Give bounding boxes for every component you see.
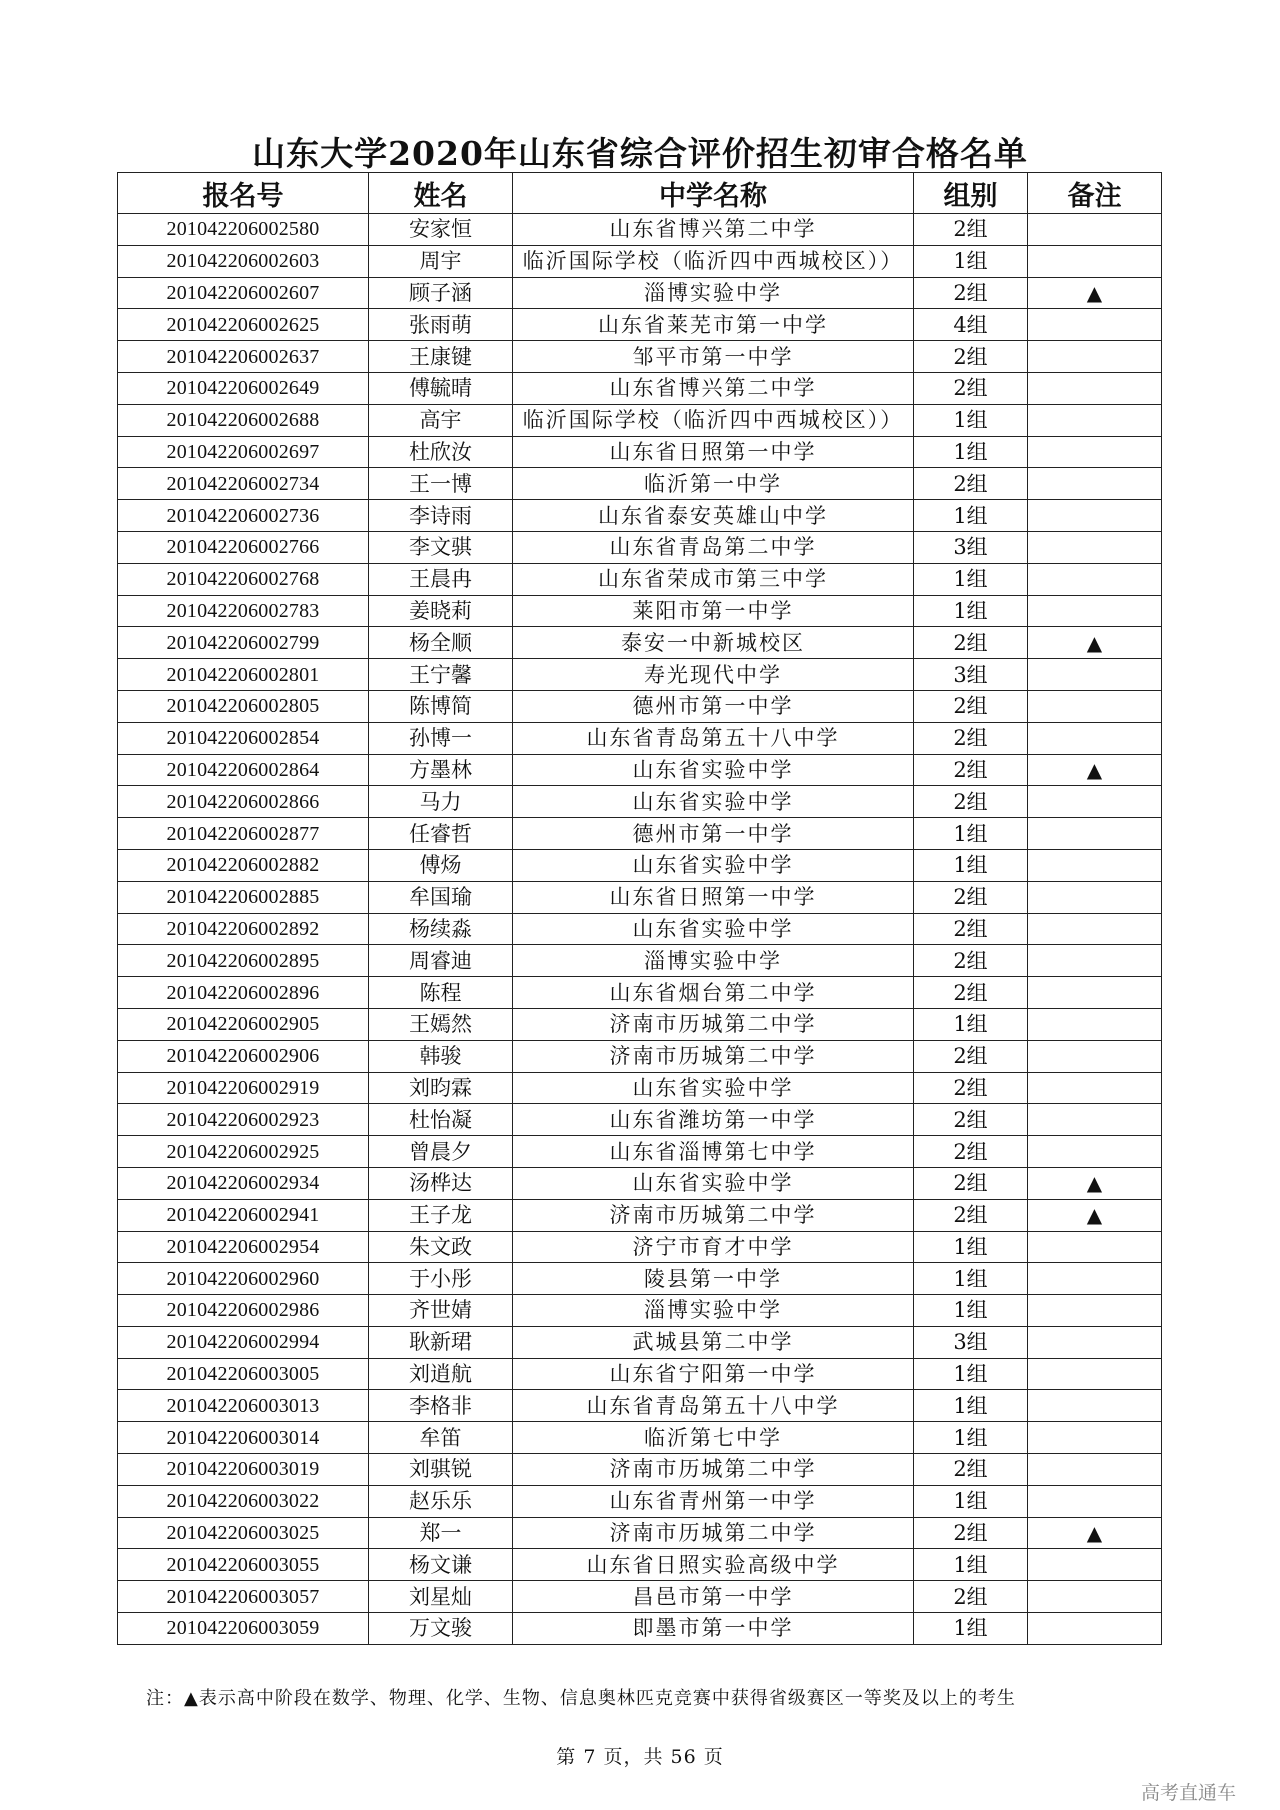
table-row <box>118 595 1162 627</box>
group-cell: 2组 <box>914 1454 1028 1486</box>
student-name-cell: 王一博 <box>369 468 513 500</box>
student-name-cell: 傅毓晴 <box>369 372 513 404</box>
student-name-cell: 王康键 <box>369 341 513 373</box>
school-name-cell: 泰安一中新城校区 <box>513 627 914 659</box>
registration-number-cell: 201042206003019 <box>118 1454 369 1486</box>
remark-cell <box>1028 309 1162 341</box>
table-row <box>118 1390 1162 1422</box>
table-row <box>118 690 1162 722</box>
student-name-cell: 任睿哲 <box>369 818 513 850</box>
group-cell: 2组 <box>914 1199 1028 1231</box>
registration-number-cell: 201042206002896 <box>118 977 369 1009</box>
school-name-cell: 山东省青岛第二中学 <box>513 531 914 563</box>
remark-cell <box>1028 1549 1162 1581</box>
school-name-cell: 山东省实验中学 <box>513 1072 914 1104</box>
table-row <box>118 309 1162 341</box>
school-name-cell: 临沂国际学校（临沂四中西城校区）） <box>513 404 914 436</box>
registration-number-cell: 201042206002877 <box>118 818 369 850</box>
table-row <box>118 1167 1162 1199</box>
group-cell: 2组 <box>914 1517 1028 1549</box>
group-cell: 1组 <box>914 404 1028 436</box>
group-cell: 2组 <box>914 690 1028 722</box>
registration-number-cell: 201042206002854 <box>118 722 369 754</box>
remark-cell <box>1028 595 1162 627</box>
remark-cell: ▲ <box>1028 627 1162 659</box>
remark-cell <box>1028 1040 1162 1072</box>
school-name-cell: 山东省荣成市第三中学 <box>513 563 914 595</box>
remark-cell <box>1028 404 1162 436</box>
school-name-cell: 昌邑市第一中学 <box>513 1581 914 1613</box>
remark-cell: ▲ <box>1028 754 1162 786</box>
group-cell: 2组 <box>914 372 1028 404</box>
registration-number-cell: 201042206002734 <box>118 468 369 500</box>
school-name-cell: 德州市第一中学 <box>513 690 914 722</box>
registration-number-cell: 201042206002923 <box>118 1104 369 1136</box>
group-cell: 3组 <box>914 1326 1028 1358</box>
registration-number-cell: 201042206002799 <box>118 627 369 659</box>
student-name-cell: 陈博简 <box>369 690 513 722</box>
registration-number-cell: 201042206002866 <box>118 786 369 818</box>
group-cell: 3组 <box>914 659 1028 691</box>
student-name-cell: 王子龙 <box>369 1199 513 1231</box>
remark-cell: ▲ <box>1028 1167 1162 1199</box>
table-row <box>118 1008 1162 1040</box>
registration-number-cell: 201042206002649 <box>118 372 369 404</box>
student-name-cell: 刘逍航 <box>369 1358 513 1390</box>
table-row <box>118 977 1162 1009</box>
student-name-cell: 姜晓莉 <box>369 595 513 627</box>
student-name-cell: 杜怡凝 <box>369 1104 513 1136</box>
remark-cell <box>1028 1104 1162 1136</box>
student-name-cell: 李诗雨 <box>369 500 513 532</box>
student-name-cell: 韩骏 <box>369 1040 513 1072</box>
school-name-cell: 山东省莱芜市第一中学 <box>513 309 914 341</box>
student-name-cell: 安家恒 <box>369 214 513 246</box>
registration-number-cell: 201042206002805 <box>118 690 369 722</box>
remark-cell <box>1028 849 1162 881</box>
remark-cell <box>1028 1008 1162 1040</box>
remark-cell <box>1028 1613 1162 1645</box>
table-row <box>118 1485 1162 1517</box>
remark-cell <box>1028 1263 1162 1295</box>
registration-number-cell: 201042206003057 <box>118 1581 369 1613</box>
student-name-cell: 张雨萌 <box>369 309 513 341</box>
student-name-cell: 周宇 <box>369 245 513 277</box>
registration-number-cell: 201042206002906 <box>118 1040 369 1072</box>
group-cell: 2组 <box>914 722 1028 754</box>
header-group: 组别 <box>914 173 1028 214</box>
table-row <box>118 1358 1162 1390</box>
registration-number-cell: 201042206002801 <box>118 659 369 691</box>
school-name-cell: 山东省青州第一中学 <box>513 1485 914 1517</box>
table-row <box>118 341 1162 373</box>
table-row <box>118 1072 1162 1104</box>
group-cell: 2组 <box>914 1167 1028 1199</box>
group-cell: 1组 <box>914 849 1028 881</box>
table-row <box>118 1517 1162 1549</box>
student-name-cell: 方墨林 <box>369 754 513 786</box>
table-row <box>118 372 1162 404</box>
watermark: 高考直通车 <box>1141 1782 1237 1804</box>
remark-cell <box>1028 1454 1162 1486</box>
school-name-cell: 山东省实验中学 <box>513 849 914 881</box>
remark-cell: ▲ <box>1028 1199 1162 1231</box>
group-cell: 1组 <box>914 1485 1028 1517</box>
group-cell: 2组 <box>914 1040 1028 1072</box>
registration-number-cell: 201042206002697 <box>118 436 369 468</box>
remark-cell <box>1028 881 1162 913</box>
table-row <box>118 468 1162 500</box>
remark-cell <box>1028 531 1162 563</box>
registration-number-cell: 201042206002941 <box>118 1199 369 1231</box>
school-name-cell: 山东省实验中学 <box>513 754 914 786</box>
group-cell: 4组 <box>914 309 1028 341</box>
school-name-cell: 山东省博兴第二中学 <box>513 214 914 246</box>
registration-number-cell: 201042206002766 <box>118 531 369 563</box>
registration-number-cell: 201042206002580 <box>118 214 369 246</box>
registration-number-cell: 201042206002607 <box>118 277 369 309</box>
table-row <box>118 945 1162 977</box>
remark-cell <box>1028 436 1162 468</box>
group-cell: 2组 <box>914 786 1028 818</box>
group-cell: 1组 <box>914 1008 1028 1040</box>
school-name-cell: 淄博实验中学 <box>513 945 914 977</box>
group-cell: 1组 <box>914 1231 1028 1263</box>
table-row <box>118 214 1162 246</box>
school-name-cell: 临沂第一中学 <box>513 468 914 500</box>
group-cell: 2组 <box>914 627 1028 659</box>
table-row <box>118 1199 1162 1231</box>
remark-cell <box>1028 1326 1162 1358</box>
student-name-cell: 汤桦达 <box>369 1167 513 1199</box>
header-remark: 备注 <box>1028 173 1162 214</box>
student-name-cell: 曾晨夕 <box>369 1136 513 1168</box>
group-cell: 2组 <box>914 214 1028 246</box>
remark-cell <box>1028 500 1162 532</box>
registration-number-cell: 201042206002994 <box>118 1326 369 1358</box>
remark-cell <box>1028 659 1162 691</box>
school-name-cell: 临沂第七中学 <box>513 1422 914 1454</box>
group-cell: 1组 <box>914 1263 1028 1295</box>
registration-number-cell: 201042206003055 <box>118 1549 369 1581</box>
remark-cell <box>1028 913 1162 945</box>
student-name-cell: 顾子涵 <box>369 277 513 309</box>
table-header-row <box>118 173 1162 214</box>
student-name-cell: 刘昀霖 <box>369 1072 513 1104</box>
registration-number-cell: 201042206002954 <box>118 1231 369 1263</box>
table-row <box>118 818 1162 850</box>
school-name-cell: 莱阳市第一中学 <box>513 595 914 627</box>
remark-cell <box>1028 945 1162 977</box>
registration-number-cell: 201042206003025 <box>118 1517 369 1549</box>
registration-number-cell: 201042206003022 <box>118 1485 369 1517</box>
group-cell: 1组 <box>914 1390 1028 1422</box>
group-cell: 2组 <box>914 341 1028 373</box>
remark-cell <box>1028 1422 1162 1454</box>
table-row <box>118 913 1162 945</box>
footnote: 注：▲表示高中阶段在数学、物理、化学、生物、信息奥林匹克竞赛中获得省级赛区一等奖及以上的考生 <box>146 1688 1016 1709</box>
registration-number-cell: 201042206002736 <box>118 500 369 532</box>
registration-number-cell: 201042206002864 <box>118 754 369 786</box>
student-name-cell: 王嫣然 <box>369 1008 513 1040</box>
table-body <box>118 214 1162 1645</box>
table-row <box>118 722 1162 754</box>
school-name-cell: 济南市历城第二中学 <box>513 1454 914 1486</box>
table-row <box>118 1326 1162 1358</box>
student-name-cell: 周睿迪 <box>369 945 513 977</box>
school-name-cell: 济宁市育才中学 <box>513 1231 914 1263</box>
remark-cell <box>1028 563 1162 595</box>
student-name-cell: 杨续淼 <box>369 913 513 945</box>
remark-cell <box>1028 1072 1162 1104</box>
remark-cell <box>1028 245 1162 277</box>
registration-number-cell: 201042206002892 <box>118 913 369 945</box>
student-name-cell: 王宁馨 <box>369 659 513 691</box>
registration-number-cell: 201042206002688 <box>118 404 369 436</box>
remark-cell <box>1028 1390 1162 1422</box>
student-name-cell: 刘星灿 <box>369 1581 513 1613</box>
registration-number-cell: 201042206003014 <box>118 1422 369 1454</box>
registration-number-cell: 201042206002768 <box>118 563 369 595</box>
remark-cell: ▲ <box>1028 277 1162 309</box>
remark-cell <box>1028 977 1162 1009</box>
school-name-cell: 临沂国际学校（临沂四中西城校区）） <box>513 245 914 277</box>
school-name-cell: 淄博实验中学 <box>513 1295 914 1327</box>
registration-number-cell: 201042206002905 <box>118 1008 369 1040</box>
student-name-cell: 郑一 <box>369 1517 513 1549</box>
registration-number-cell: 201042206002895 <box>118 945 369 977</box>
school-name-cell: 山东省青岛第五十八中学 <box>513 1390 914 1422</box>
school-name-cell: 即墨市第一中学 <box>513 1613 914 1645</box>
group-cell: 2组 <box>914 977 1028 1009</box>
group-cell: 2组 <box>914 754 1028 786</box>
group-cell: 2组 <box>914 1104 1028 1136</box>
admission-list-table <box>117 172 1162 1645</box>
group-cell: 1组 <box>914 245 1028 277</box>
student-name-cell: 刘骐锐 <box>369 1454 513 1486</box>
table-row <box>118 1295 1162 1327</box>
school-name-cell: 山东省泰安英雄山中学 <box>513 500 914 532</box>
table-row <box>118 881 1162 913</box>
student-name-cell: 陈程 <box>369 977 513 1009</box>
group-cell: 1组 <box>914 595 1028 627</box>
student-name-cell: 于小彤 <box>369 1263 513 1295</box>
school-name-cell: 山东省淄博第七中学 <box>513 1136 914 1168</box>
remark-cell <box>1028 214 1162 246</box>
registration-number-cell: 201042206002783 <box>118 595 369 627</box>
remark-cell <box>1028 372 1162 404</box>
school-name-cell: 陵县第一中学 <box>513 1263 914 1295</box>
registration-number-cell: 201042206002986 <box>118 1295 369 1327</box>
header-registration-number: 报名号 <box>118 173 369 214</box>
student-name-cell: 孙博一 <box>369 722 513 754</box>
table-row <box>118 1549 1162 1581</box>
group-cell: 2组 <box>914 945 1028 977</box>
student-name-cell: 马力 <box>369 786 513 818</box>
table-row <box>118 404 1162 436</box>
remark-cell <box>1028 818 1162 850</box>
student-name-cell: 高宇 <box>369 404 513 436</box>
registration-number-cell: 201042206002925 <box>118 1136 369 1168</box>
school-name-cell: 山东省日照第一中学 <box>513 436 914 468</box>
group-cell: 2组 <box>914 277 1028 309</box>
student-name-cell: 杨全顺 <box>369 627 513 659</box>
school-name-cell: 德州市第一中学 <box>513 818 914 850</box>
registration-number-cell: 201042206002625 <box>118 309 369 341</box>
school-name-cell: 寿光现代中学 <box>513 659 914 691</box>
school-name-cell: 邹平市第一中学 <box>513 341 914 373</box>
school-name-cell: 济南市历城第二中学 <box>513 1008 914 1040</box>
registration-number-cell: 201042206002637 <box>118 341 369 373</box>
table-row <box>118 245 1162 277</box>
registration-number-cell: 201042206002603 <box>118 245 369 277</box>
school-name-cell: 山东省潍坊第一中学 <box>513 1104 914 1136</box>
student-name-cell: 杨文谦 <box>369 1549 513 1581</box>
remark-cell: ▲ <box>1028 1517 1162 1549</box>
group-cell: 1组 <box>914 436 1028 468</box>
group-cell: 2组 <box>914 913 1028 945</box>
group-cell: 3组 <box>914 531 1028 563</box>
page-number: 第 7 页，共 56 页 <box>556 1746 724 1768</box>
group-cell: 1组 <box>914 1422 1028 1454</box>
group-cell: 1组 <box>914 818 1028 850</box>
student-name-cell: 齐世婧 <box>369 1295 513 1327</box>
table-row <box>118 627 1162 659</box>
group-cell: 2组 <box>914 1072 1028 1104</box>
school-name-cell: 山东省实验中学 <box>513 913 914 945</box>
group-cell: 1组 <box>914 500 1028 532</box>
remark-cell <box>1028 690 1162 722</box>
group-cell: 2组 <box>914 881 1028 913</box>
school-name-cell: 山东省日照第一中学 <box>513 881 914 913</box>
student-name-cell: 李格非 <box>369 1390 513 1422</box>
school-name-cell: 山东省实验中学 <box>513 786 914 818</box>
table-row <box>118 1454 1162 1486</box>
table-row <box>118 849 1162 881</box>
school-name-cell: 山东省宁阳第一中学 <box>513 1358 914 1390</box>
school-name-cell: 武城县第二中学 <box>513 1326 914 1358</box>
school-name-cell: 济南市历城第二中学 <box>513 1040 914 1072</box>
registration-number-cell: 201042206002934 <box>118 1167 369 1199</box>
school-name-cell: 山东省日照实验高级中学 <box>513 1549 914 1581</box>
remark-cell <box>1028 341 1162 373</box>
registration-number-cell: 201042206002960 <box>118 1263 369 1295</box>
table-row <box>118 659 1162 691</box>
page-title: 山东大学2020年山东省综合评价招生初审合格名单 <box>252 134 1028 173</box>
student-name-cell: 傅炀 <box>369 849 513 881</box>
school-name-cell: 山东省实验中学 <box>513 1167 914 1199</box>
group-cell: 1组 <box>914 563 1028 595</box>
group-cell: 2组 <box>914 1581 1028 1613</box>
student-name-cell: 朱文政 <box>369 1231 513 1263</box>
remark-cell <box>1028 1485 1162 1517</box>
remark-cell <box>1028 1581 1162 1613</box>
student-name-cell: 牟笛 <box>369 1422 513 1454</box>
student-name-cell: 王晨冉 <box>369 563 513 595</box>
header-school-name: 中学名称 <box>513 173 914 214</box>
remark-cell <box>1028 1136 1162 1168</box>
school-name-cell: 山东省青岛第五十八中学 <box>513 722 914 754</box>
registration-number-cell: 201042206003059 <box>118 1613 369 1645</box>
student-name-cell: 耿新珺 <box>369 1326 513 1358</box>
header-name: 姓名 <box>369 173 513 214</box>
remark-cell <box>1028 722 1162 754</box>
student-name-cell: 杜欣汝 <box>369 436 513 468</box>
group-cell: 1组 <box>914 1295 1028 1327</box>
remark-cell <box>1028 786 1162 818</box>
school-name-cell: 济南市历城第二中学 <box>513 1199 914 1231</box>
student-name-cell: 赵乐乐 <box>369 1485 513 1517</box>
registration-number-cell: 201042206002919 <box>118 1072 369 1104</box>
table-row <box>118 754 1162 786</box>
group-cell: 1组 <box>914 1549 1028 1581</box>
table-row <box>118 563 1162 595</box>
remark-cell <box>1028 468 1162 500</box>
school-name-cell: 济南市历城第二中学 <box>513 1517 914 1549</box>
remark-cell <box>1028 1231 1162 1263</box>
table-row <box>118 1136 1162 1168</box>
table-row <box>118 500 1162 532</box>
table-row <box>118 436 1162 468</box>
student-name-cell: 牟国瑜 <box>369 881 513 913</box>
table-row <box>118 1263 1162 1295</box>
student-name-cell: 李文骐 <box>369 531 513 563</box>
table-row <box>118 1231 1162 1263</box>
table-row <box>118 1040 1162 1072</box>
school-name-cell: 山东省烟台第二中学 <box>513 977 914 1009</box>
table-row <box>118 531 1162 563</box>
remark-cell <box>1028 1295 1162 1327</box>
school-name-cell: 山东省博兴第二中学 <box>513 372 914 404</box>
table-row <box>118 1581 1162 1613</box>
remark-cell <box>1028 1358 1162 1390</box>
table-row <box>118 1104 1162 1136</box>
registration-number-cell: 201042206002882 <box>118 849 369 881</box>
registration-number-cell: 201042206003013 <box>118 1390 369 1422</box>
group-cell: 2组 <box>914 468 1028 500</box>
table-row <box>118 786 1162 818</box>
registration-number-cell: 201042206003005 <box>118 1358 369 1390</box>
group-cell: 2组 <box>914 1136 1028 1168</box>
group-cell: 1组 <box>914 1613 1028 1645</box>
table-row <box>118 1422 1162 1454</box>
student-name-cell: 万文骏 <box>369 1613 513 1645</box>
table-row <box>118 277 1162 309</box>
table-row <box>118 1613 1162 1645</box>
registration-number-cell: 201042206002885 <box>118 881 369 913</box>
group-cell: 1组 <box>914 1358 1028 1390</box>
school-name-cell: 淄博实验中学 <box>513 277 914 309</box>
